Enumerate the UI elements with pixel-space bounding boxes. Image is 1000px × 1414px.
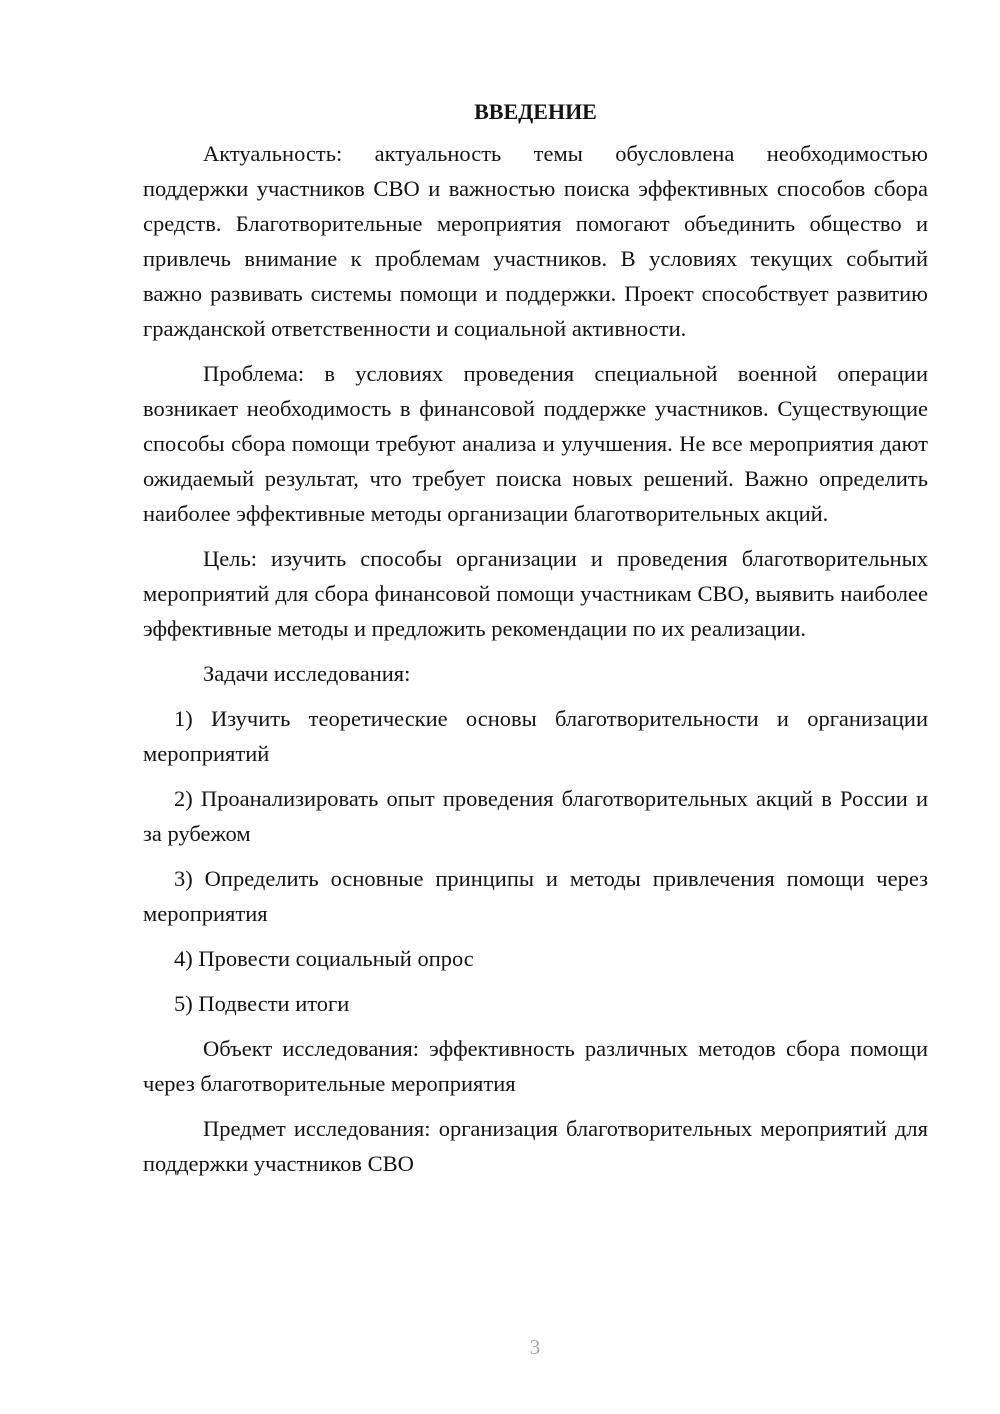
document-body — [143, 97, 928, 1181]
task-item-4: 4) Провести социальный опрос — [174, 946, 474, 971]
tasks-heading: Задачи исследования: — [203, 661, 411, 686]
task-item-3: 3) Определить основные принципы и методы привлечения помощи через мероприятия — [143, 866, 928, 926]
section-heading: ВВЕДЕНИЕ — [474, 99, 597, 124]
subject-paragraph: Предмет исследования: организация благотворительных мероприятий для поддержки участников СВО — [143, 1116, 928, 1176]
task-item-5: 5) Подвести итоги — [174, 991, 350, 1016]
task-item-2: 2) Проанализировать опыт проведения благотворительных акций в России и за рубежом — [143, 786, 928, 846]
task-item-1: 1) Изучить теоретические основы благотворительности и организации мероприятий — [143, 706, 928, 766]
object-paragraph: Объект исследования: эффективность различных методов сбора помощи через благотворительные мероприятия — [143, 1036, 928, 1096]
goal-paragraph: Цель: изучить способы организации и проведения благотворительных мероприятий для сбора финансовой помощи участникам СВО, выявить наиболее эффективные методы и предложить рекомендации по их реализации. — [143, 546, 928, 641]
page-number: 3 — [529, 1335, 541, 1359]
problem-paragraph: Проблема: в условиях проведения специальной военной операции возникает необходимость в финансовой поддержке участников. Существующие способы сбора помощи требуют анализа и улучшения. Не все мероприятия дают ожидаемый результат, что требует поиска новых решений. Важно определить наиболее эффективные методы организации благотворительных акций. — [143, 361, 928, 526]
relevance-paragraph: Актуальность: актуальность темы обусловлена необходимостью поддержки участников СВО и важностью поиска эффективных способов сбора средств. Благотворительные мероприятия помогают объединить общество и привлечь внимание к проблемам участников. В условиях текущих событий важно развивать системы помощи и поддержки. Проект способствует развитию гражданской ответственности и социальной активности. — [143, 141, 928, 341]
